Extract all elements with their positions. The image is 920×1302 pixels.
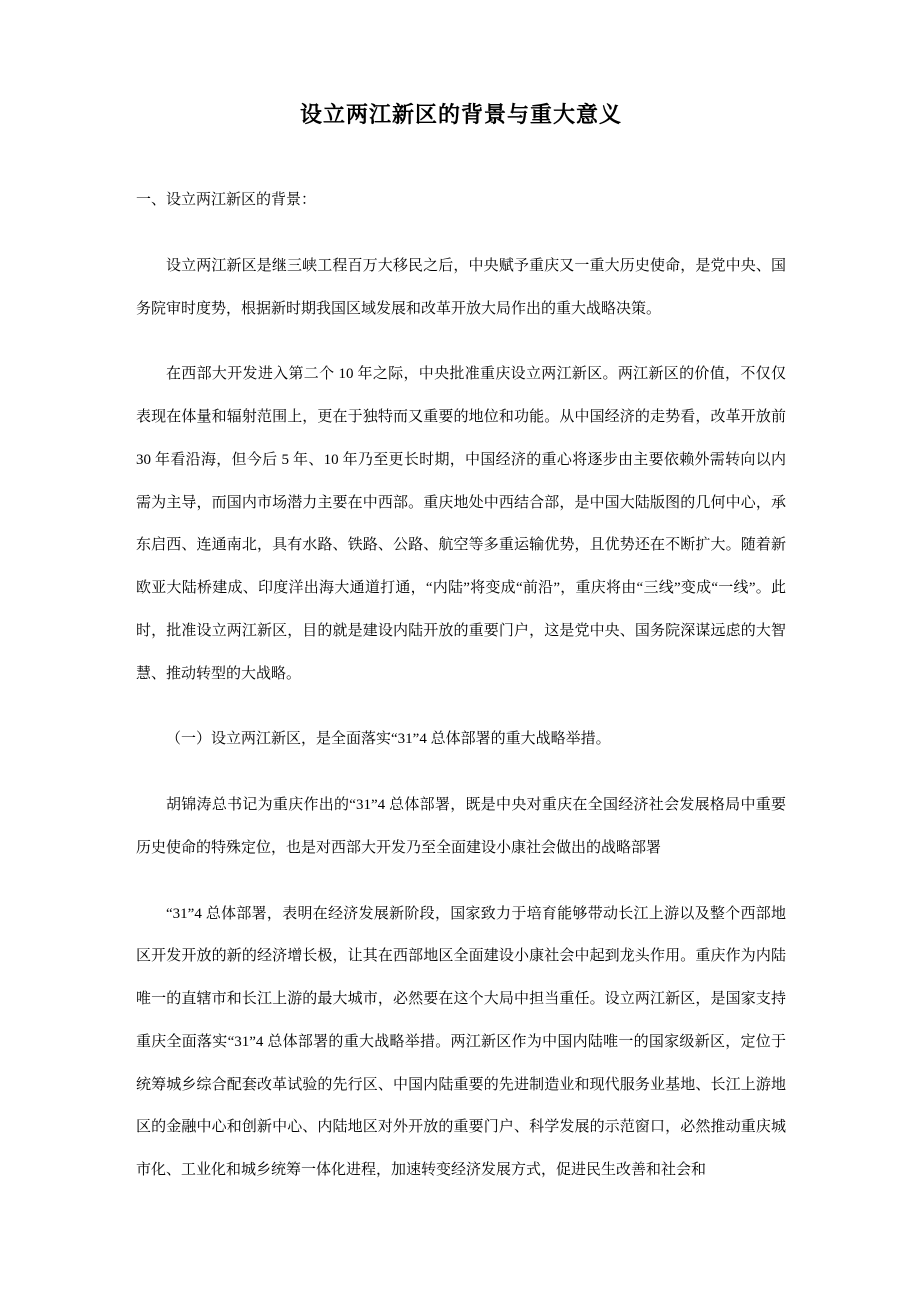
paragraph: “31”4 总体部署，表明在经济发展新阶段，国家致力于培育能够带动长江上游以及整个西部地区开发开放的新的经济增长极，让其在西部地区全面建设小康社会中起到龙头作用。重庆作为内陆唯一的直辖市和长江上游的最大城市，必然要在这个大局中担当重任。设立两江新区，是国家支持重庆全面落实“31”4 总体部署的重大战略举措。两江新区作为中国内陆唯一的国家级新区，定位于统筹城乡综合配套改革试验的先行区、中国内陆重要的先进制造业和现代服务业基地、长江上游地区的金融中心和创新中心、内陆地区对外开放的重要门户、科学发展的示范窗口，必然推动重庆城市化、工业化和城乡统筹一体化进程，加速转变经济发展方式，促进民生改善和社会和 bbox=[136, 905, 786, 1178]
document-title: 设立两江新区的背景与重大意义 bbox=[299, 102, 622, 127]
paragraph: 设立两江新区是继三峡工程百万大移民之后，中央赋予重庆又一重大历史使命，是党中央、国务院审时度势，根据新时期我国区域发展和改革开放大局作出的重大战略决策。 bbox=[136, 257, 786, 317]
section-heading: 一、设立两江新区的背景： bbox=[136, 192, 317, 208]
paragraph: 在西部大开发进入第二个 10 年之际，中央批准重庆设立两江新区。两江新区的价值，不仅仅表现在体量和辐射范围上，更在于独特而又重要的地位和功能。从中国经济的走势看，改革开放前 30 年看沿海，但今后 5 年、10 年乃至更长时期，中国经济的重心将逐步由主要依赖外需转向以内需为主导，而国内市场潜力主要在中西部。重庆地处中西结合部，是中国大陆版图的几何中心，承东启西、连通南北，具有水路、铁路、公路、航空等多重运输优势，且优势还在不断扩大。随着新欧亚大陆桥建成、印度洋出海大通道打通，“内陆”将变成“前沿”，重庆将由“三线”变成“一线”。此时，批准设立两江新区，目的就是建设内陆开放的重要门户，这是党中央、国务院深谋远虑的大智慧、推动转型的大战略。 bbox=[136, 366, 786, 682]
paragraph: 胡锦涛总书记为重庆作出的“31”4 总体部署，既是中央对重庆在全国经济社会发展格局中重要历史使命的特殊定位，也是对西部大开发乃至全面建设小康社会做出的战略部署 bbox=[136, 797, 786, 856]
sub-section-heading: （一）设立两江新区，是全面落实“31”4 总体部署的重大战略举措。 bbox=[166, 731, 611, 748]
